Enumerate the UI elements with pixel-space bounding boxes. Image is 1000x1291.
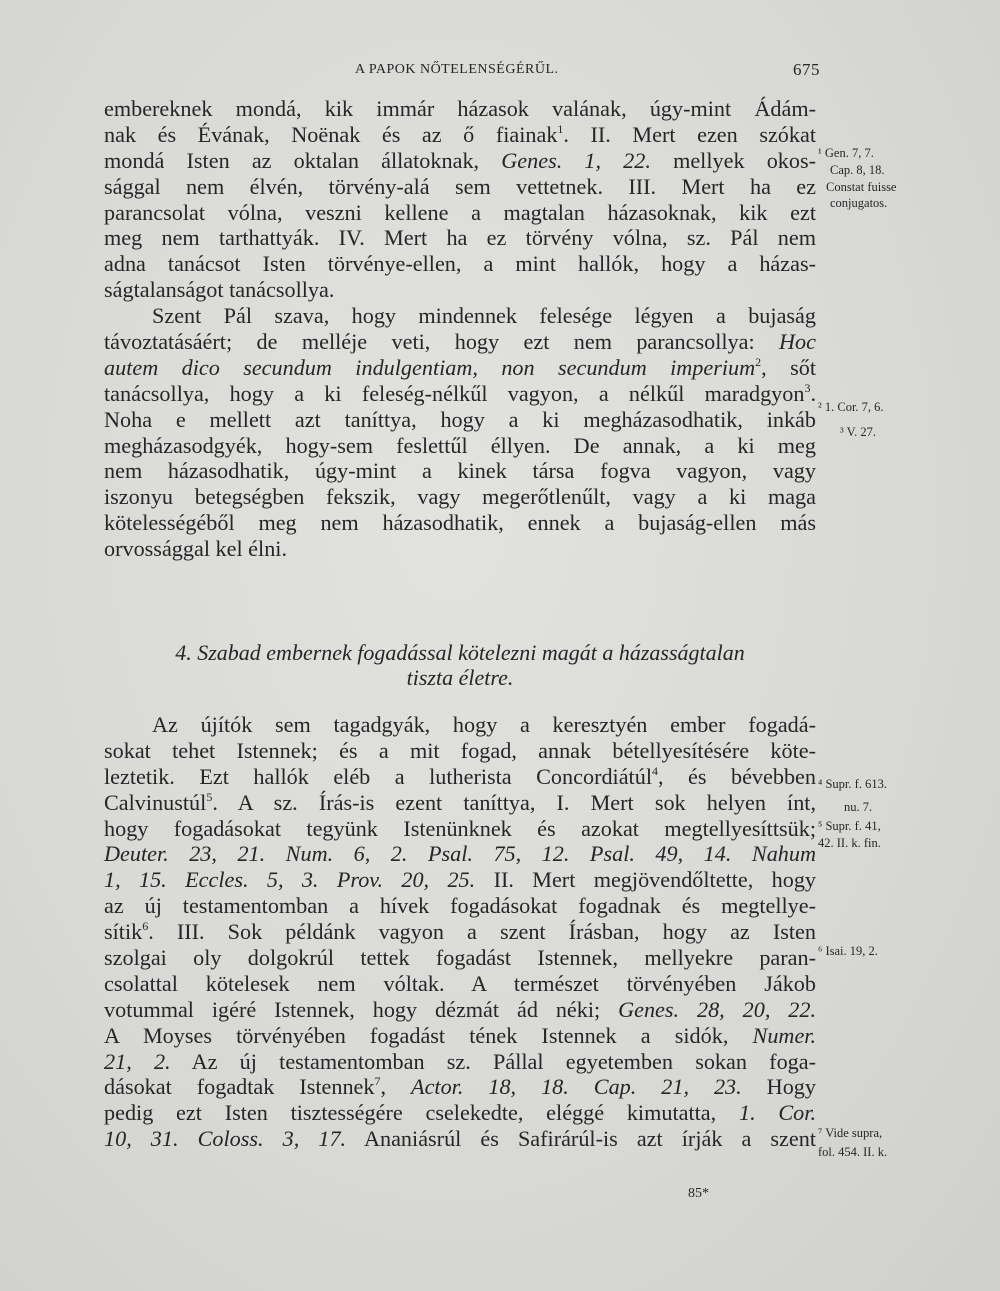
- text-line: embereknek mondá, kik immár házasok valának, úgy-mint Ádám-: [104, 96, 816, 121]
- text-line: 10, 31. Coloss. 3, 17. Ananiásrúl és Safirárúl-is azt írják a szent: [104, 1126, 817, 1152]
- text-line: kötelességéből meg nem házasodhatik, ennek a bujaság-ellen más: [104, 510, 816, 536]
- text-line: autem dico secundum indulgentiam, non secundum imperium$^2$, sőt: [104, 354, 816, 380]
- margin-note: conjugatos.: [830, 196, 888, 210]
- margin-note: 42. II. k. fin.: [818, 836, 881, 850]
- text-line: sokat tehet Istennek; és a mit fogad, annak bétellyesítésére köte-: [104, 737, 816, 763]
- margin-note: ⁷ Vide supra,: [818, 1126, 883, 1140]
- margin-note: Constat fuisse: [826, 180, 897, 194]
- margin-note: ¹ Gen. 7, 7.: [818, 146, 874, 160]
- text-line: megházasodgyék, hogy-sem feslettűl éllyen. De annak, a ki meg: [104, 432, 816, 458]
- text-line: 21, 2. Az új testamentomban sz. Pállal egyetemben sokan foga-: [104, 1048, 816, 1074]
- signature-mark: 85*: [688, 1186, 709, 1201]
- margin-note: ² 1. Cor. 7, 6.: [818, 400, 884, 414]
- text-line: Noha e mellett azt taníttya, hogy a ki megházasodhatik, inkáb: [104, 406, 816, 432]
- margin-note: ⁴ Supr. f. 613.: [818, 777, 887, 791]
- margin-note: ⁶ Isai. 19, 2.: [818, 944, 878, 958]
- text-line: Szent Pál szava, hogy mindennek felesége légyen a bujaság: [152, 303, 816, 329]
- text-line: Deuter. 23, 21. Num. 6, 2. Psal. 75, 12. Psal. 49, 14. Nahum: [104, 841, 816, 867]
- text-line: pedig ezt Isten tisztességére cselekedte, eléggé kimutatta, 1. Cor.: [104, 1100, 816, 1126]
- running-header: [100, 62, 820, 86]
- section-heading: [104, 640, 816, 690]
- text-line: sítik$^6$. III. Sok példánk vagyon a szent Írásban, hogy az Isten: [104, 919, 816, 945]
- margin-note: ⁵ Supr. f. 41,: [818, 819, 881, 833]
- text-line: az új testamentomban a hívek fogadásokat fogadnak és megtellye-: [104, 893, 816, 919]
- running-title: A PAPOK NŐTELENSÉGÉRŰL.: [355, 62, 559, 77]
- text-line: dásokat fogadtak Istennek$^7$, Actor. 18, 18. Cap. 21, 23. Hogy: [104, 1074, 816, 1100]
- text-line: iszonyu betegségben fekszik, vagy megerőtlenűlt, vagy a ki maga: [104, 484, 816, 510]
- text-line: nak és Évának, Noënak és az ő fiainak$^1$. II. Mert ezen szókat: [104, 121, 816, 147]
- text-line: meg nem tarthattyák. IV. Mert ha ez törvény vólna, sz. Pál nem: [104, 225, 816, 251]
- margin-note: ³ V. 27.: [840, 425, 876, 439]
- text-line: A Moyses törvényében fogadást tének Istennek a sidók, Numer.: [104, 1022, 817, 1048]
- text-line: tanácsollya, hogy a ki feleség-nélkűl vagyon, a nélkűl maradgyon$^3$.: [104, 380, 816, 406]
- text-line: sággal nem élvén, törvény-alá sem vettetnek. III. Mert ha ez: [104, 173, 816, 199]
- text-line: hogy fogadásokat tegyünk Istenünknek és azokat megtellyesíttsük;: [104, 815, 816, 841]
- text-line: szolgai oly dolgokrúl tettek fogadást Istennek, mellyekre paran-: [104, 945, 816, 971]
- text-line: adna tanácsot Isten törvénye-ellen, a mint hallók, hogy a házas-: [104, 251, 816, 277]
- margin-note: nu. 7.: [844, 800, 873, 814]
- text-line: Az újítók sem tagadgyák, hogy a keresztyén ember fogadá-: [152, 712, 816, 737]
- section-heading-line: 4. Szabad embernek fogadással kötelezni magát a házasságtalan: [175, 640, 745, 665]
- page-number: 675: [793, 60, 820, 79]
- margin-note: fol. 454. II. k.: [818, 1145, 888, 1159]
- text-line: 1, 15. Eccles. 5, 3. Prov. 20, 25. II. Mert megjövendőltette, hogy: [104, 867, 817, 893]
- text-line: csolattal kötelesek nem vóltak. A természet törvényében Jákob: [104, 970, 816, 996]
- text-line: leztetik. Ezt hallók eléb a lutherista Concordiátúl$^4$, és bévebben: [104, 763, 816, 789]
- main-text-section: [104, 712, 816, 1152]
- text-line: távoztatásáért; de melléje veti, hogy ezt nem parancsollya: Hoc: [104, 329, 816, 355]
- text-line: votummal igéré Istennek, hogy dézmát ád néki; Genes. 28, 20, 22.: [104, 996, 816, 1022]
- text-line: parancsolat vólna, veszni kellene a magtalan házasoknak, kik ezt: [104, 199, 816, 225]
- text-line: nem házasodhatik, úgy-mint a kinek társa fogva vagyon, vagy: [104, 458, 816, 484]
- text-line: Calvinustúl$^5$. A sz. Írás-is ezent taníttya, I. Mert sok helyen ínt,: [104, 789, 816, 815]
- text-line: mondá Isten az oktalan állatoknak, Genes. 1, 22. mellyek okos-: [104, 147, 817, 173]
- text-line: ságtalanságot tanácsollya.: [104, 277, 335, 303]
- main-text: [104, 96, 816, 562]
- section-heading-line: tiszta életre.: [406, 665, 514, 690]
- text-line: orvossággal kel élni.: [104, 536, 288, 562]
- margin-note: Cap. 8, 18.: [830, 163, 885, 177]
